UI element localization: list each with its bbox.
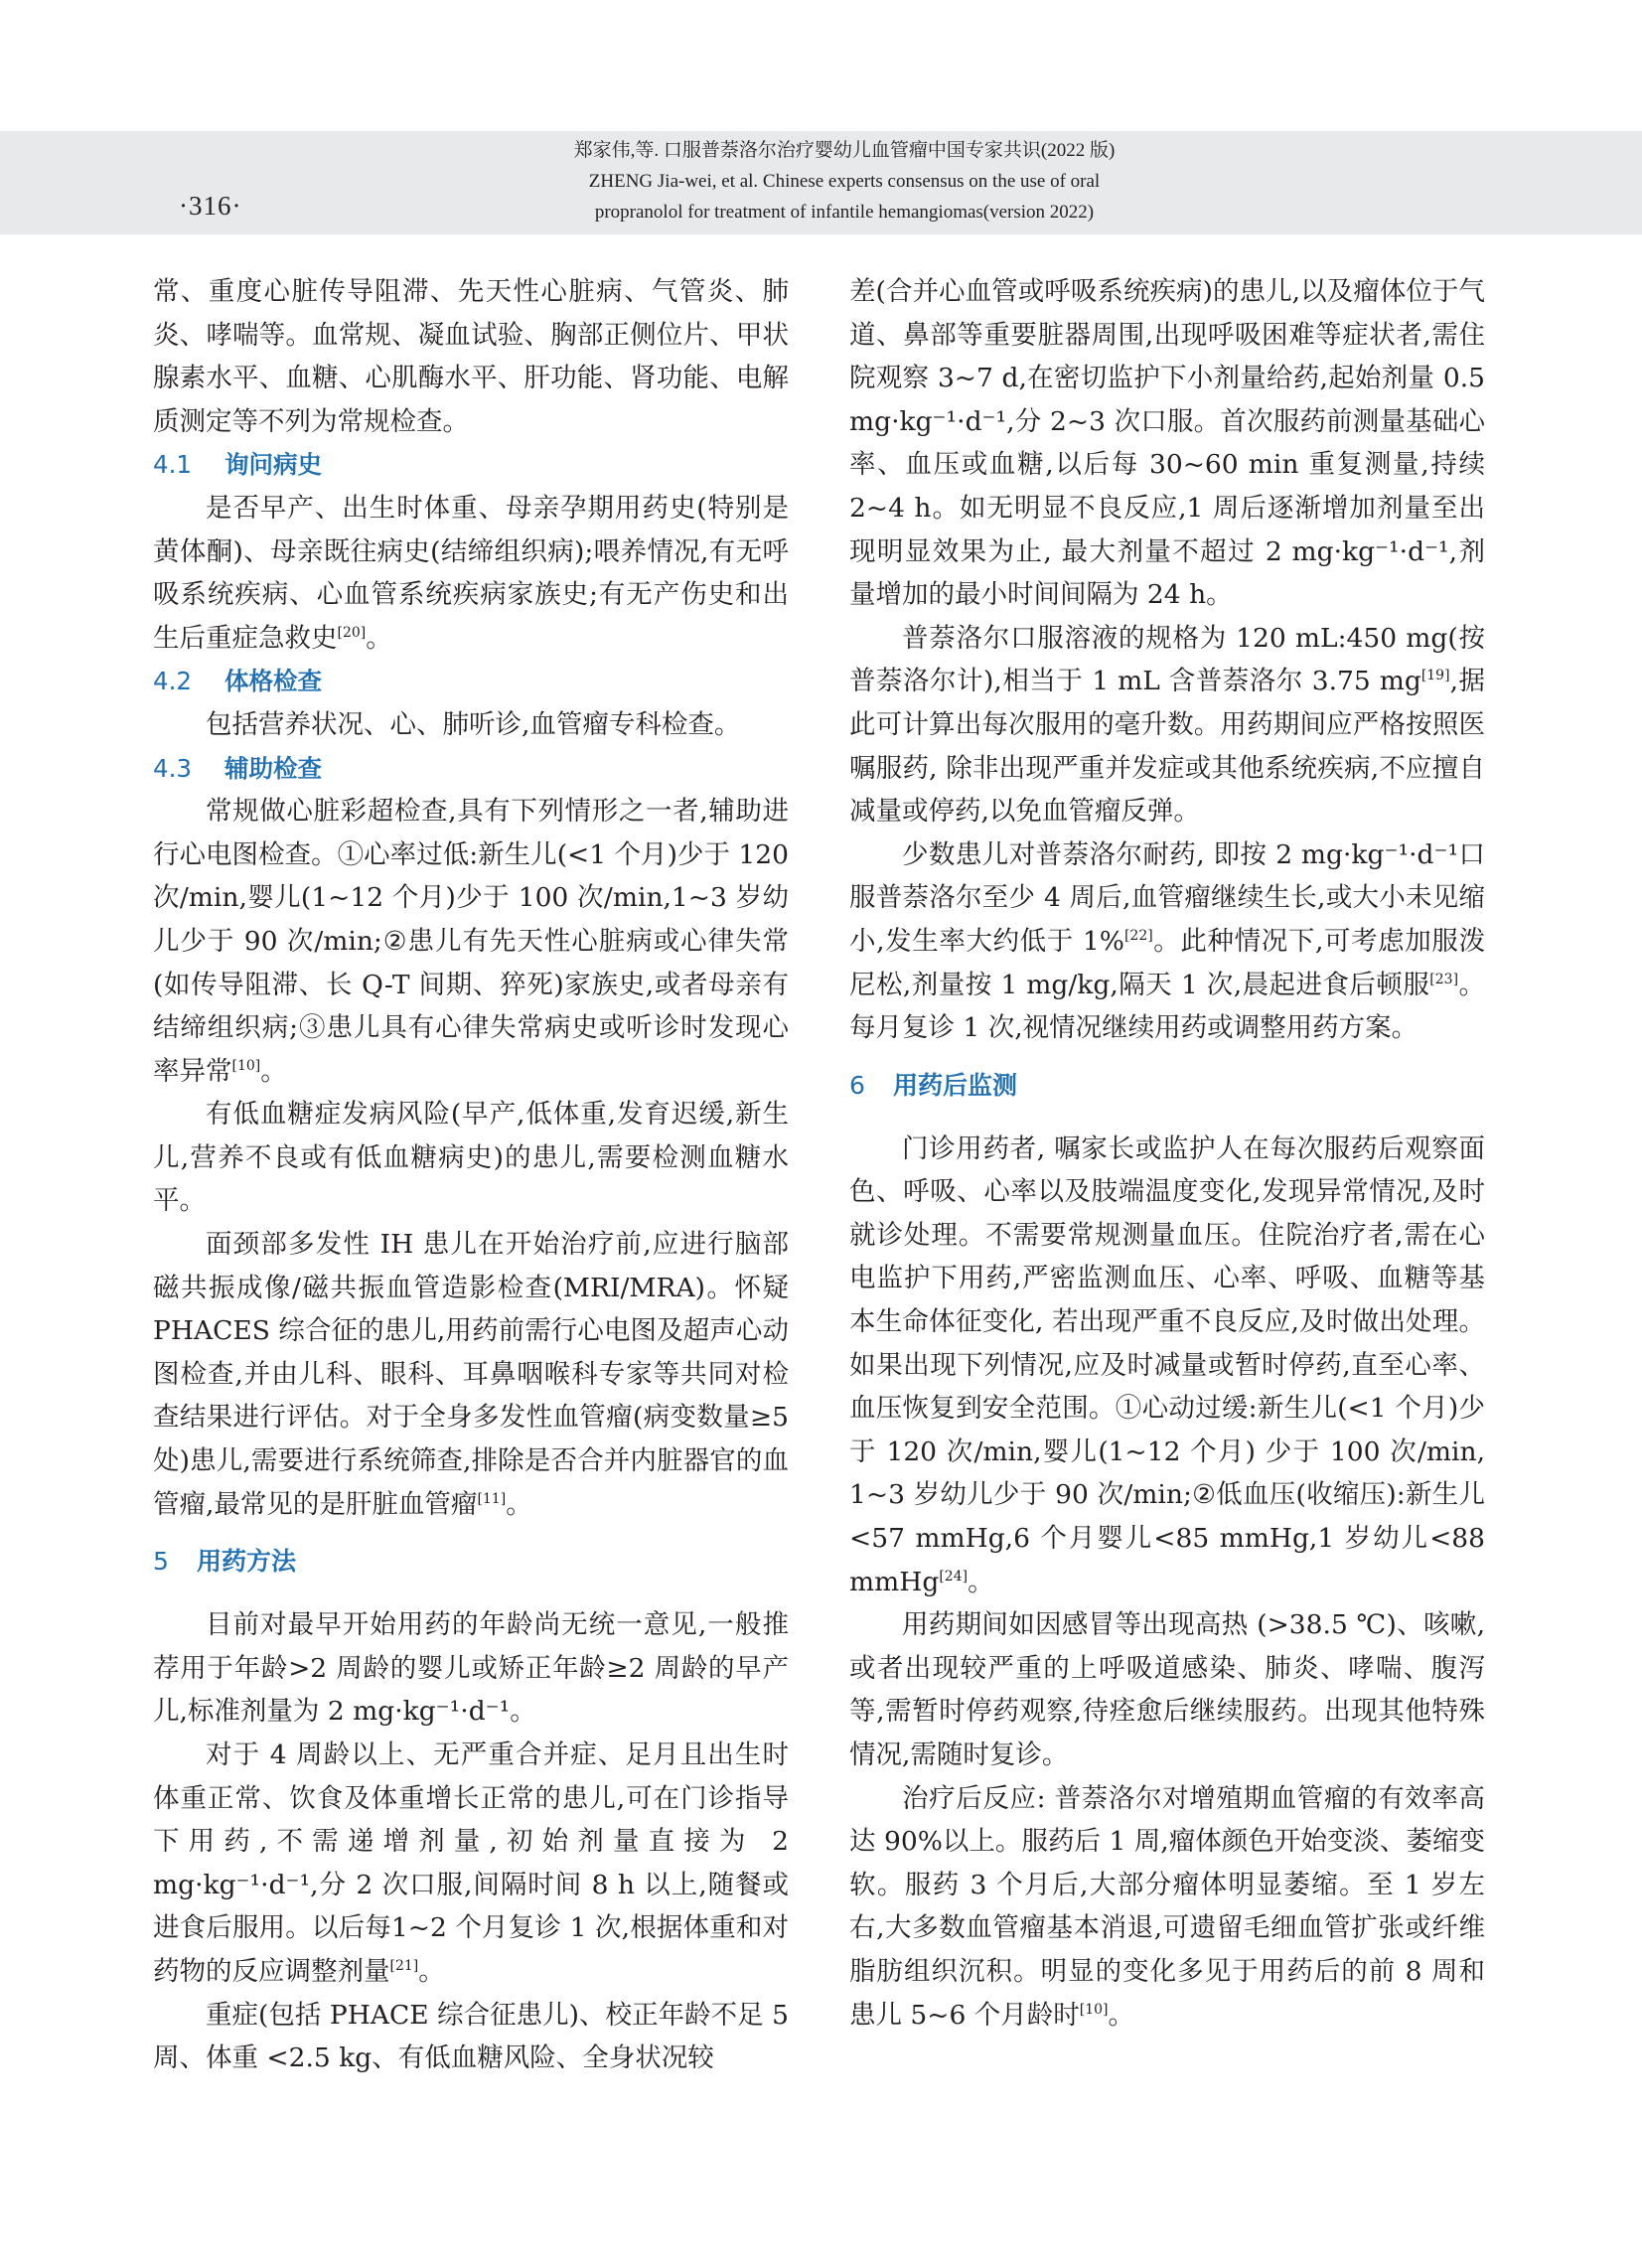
paragraph-dosage-age: 目前对最早开始用药的年龄尚无统一意见,一般推荐用于年龄>2 周龄的婴儿或矫正年龄≥2 周龄的早产儿,标准剂量为 2 mg·kg⁻¹·d⁻¹。 — [153, 1609, 789, 1728]
paragraph-response — [849, 1777, 1485, 2038]
paragraph-end: 。 — [968, 1566, 994, 1597]
paragraph-hypoglycemia: 有低血糖症发病风险(早产,低体重,发育迟缓,新生儿,营养不良或有低血糖病史)的患儿,需要检测血糖水平。 — [153, 1099, 789, 1217]
paragraph-monitoring — [849, 1128, 1485, 1604]
paragraph-intro: 常、重度心脏传导阻滞、先天性心脏病、气管炎、肺炎、哮喘等。血常规、凝血试验、胸部正侧位片、甲状腺素水平、血糖、心肌酶水平、肝功能、肾功能、电解质测定等不列为常规检查。 — [153, 276, 789, 437]
paragraph-outpatient — [153, 1734, 789, 1994]
paragraph-text: 对于 4 周龄以上、无严重合并症、足月且出生时体重正常、饮食及体重增长正常的患儿,可在门诊指导下用药,不需递增剂量,初始剂量直接为 2 mg·kg⁻¹·d⁻¹,分 2 次口服,间隔时间 8 h 以上,随餐或进食后服用。以后每1~2 个月复诊 1 次,根据体重和对药物的反应调整剂量 — [153, 1739, 789, 1987]
citation: [19] — [1420, 668, 1450, 684]
section-heading-4-1 — [153, 443, 789, 487]
paragraph-mri — [153, 1223, 789, 1526]
running-head-en-1: ZHENG Jia-wei, et al. Chinese experts consensus on the use of oral — [588, 171, 1101, 192]
paragraph-solution — [849, 617, 1485, 833]
paragraph-end: ,据此可计算出每次服用的毫升数。用药期间应严格按照医嘱服药, 除非出现严重并发症或其他系统疾病,不应擅自减量或停药,以免血管瘤反弹。 — [849, 666, 1485, 828]
paragraph-end: 。 — [1108, 1999, 1135, 2031]
section-title: 用药方法 — [197, 1547, 297, 1577]
section-title: 辅助检查 — [224, 753, 322, 783]
paragraph-text: 少数患儿对普萘洛尔耐药, 即按 2 mg·kg⁻¹·d⁻¹口服普萘洛尔至少 4 周后,血管瘤继续生长,或大小未见缩小,发生率大约低于 1% — [849, 838, 1485, 957]
running-head — [437, 135, 1252, 227]
citation: [24] — [939, 1568, 969, 1585]
section-title: 用药后监测 — [893, 1070, 1018, 1100]
citation: [10] — [1079, 2001, 1109, 2018]
section-number: 4.3 — [153, 753, 192, 783]
right-column — [849, 270, 1485, 2037]
paragraph-inpatient: 差(合并心血管或呼吸系统疾病)的患儿,以及瘤体位于气道、鼻部等重要脏器周围,出现呼吸困难等症状者,需住院观察 3~7 d,在密切监护下小剂量给药,起始剂量 0.5 mg·kg⁻¹·d⁻¹,分 2~3 次口服。首次服药前测量基础心率、血压或血糖,以后每 30~60 min 重复测量,持续 2~4 h。如无明显不良反应,1 周后逐渐增加剂量至出现明显效果为止, 最大剂量不超过 2 mg·kg⁻¹·d⁻¹,剂量增加的最小时间间隔为 24 h。 — [849, 276, 1485, 611]
running-head-cn: 郑家伟,等. 口服普萘洛尔治疗婴幼儿血管瘤中国专家共识(2022 版) — [573, 140, 1116, 161]
citation: [11] — [477, 1490, 507, 1507]
section-number: 6 — [849, 1070, 865, 1100]
paragraph-text: 常规做心脏彩超检查,具有下列情形之一者,辅助进行心电图检查。①心率过低:新生儿(<1 个月)少于 120 次/min,婴儿(1~12 个月)少于 100 次/min,1~3 岁幼儿少于 90 次/min;②患儿有先天性心脏病或心律失常(如传导阻滞、长 Q-T 间期、猝死)家族史,或者母亲有结缔组织病;③患儿具有心律失常病史或听诊时发现心率异常 — [153, 796, 789, 1087]
citation: [21] — [389, 1958, 419, 1975]
paragraph-fever: 用药期间如因感冒等出现高热 (>38.5 ℃)、咳嗽,或者出现较严重的上呼吸道感染、肺炎、哮喘、腹泻等,需暂时停药观察,待痊愈后继续服药。出现其他特殊情况,需随时复诊。 — [849, 1609, 1485, 1770]
paragraph-severe: 重症(包括 PHACE 综合征患儿)、校正年龄不足 5 周、体重 <2.5 kg、有低血糖风险、全身状况较 — [153, 1999, 789, 2074]
page-number: ·316· — [179, 191, 242, 221]
paragraph-text: 门诊用药者, 嘱家长或监护人在每次服药后观察面色、呼吸、心率以及肢端温度变化,发现异常情况,及时就诊处理。不需要常规测量血压。住院治疗者,需在心电监护下用药,严密监测血压、心率、呼吸、血糖等基本生命体征变化, 若出现严重不良反应,及时做出处理。如果出现下列情况,应及时减量或暂时停药,直至心率、血压恢复到安全范围。①心动过缓:新生儿(<1 个月)少于 120 次/min,婴儿(1~12 个月) 少于 100 次/min, 1~3 岁幼儿少于 90 次/min;②低血压(收缩压):新生儿<57 mmHg,6 个月婴儿<85 mmHg,1 岁幼儿<88 mmHg — [849, 1133, 1485, 1597]
section-heading-4-2 — [153, 660, 789, 703]
citation: [22] — [1123, 928, 1153, 945]
paragraph-end: 。 — [418, 1955, 445, 1987]
paragraph-aux-exam — [153, 790, 789, 1093]
citation: [20] — [337, 624, 367, 641]
paragraph-resistance — [849, 833, 1485, 1050]
paragraph-physical-exam: 包括营养状况、心、肺听诊,血管瘤专科检查。 — [206, 708, 741, 740]
section-title: 体格检查 — [224, 667, 322, 696]
paragraph-text: 。此种情况下,可考虑加服泼尼松,剂量按 1 mg/kg,隔天 1 次,晨起进食后顿服 — [849, 925, 1485, 1000]
section-title: 询问病史 — [224, 450, 322, 480]
paragraph-history — [153, 487, 789, 660]
left-column — [153, 270, 789, 2080]
running-head-en-2: propranolol for treatment of infantile hemangiomas(version 2022) — [594, 202, 1095, 223]
section-heading-6 — [849, 1064, 1485, 1108]
section-number: 4.2 — [153, 667, 192, 696]
paragraph-end: 。 — [366, 622, 392, 654]
paragraph-text: 治疗后反应: 普萘洛尔对增殖期血管瘤的有效率高达 90%以上。服药后 1 周,瘤体颜色开始变淡、萎缩变软。服药 3 个月后,大部分瘤体明显萎缩。至 1 岁左右,大多数血管瘤基本消退,可遗留毛细血管扩张或纤维脂肪组织沉积。明显的变化多见于用药后的前 8 周和患儿 5~6 个月龄时 — [849, 1782, 1485, 2031]
paragraph-text: 是否早产、出生时体重、母亲孕期用药史(特别是黄体酮)、母亲既往病史(结缔组织病);喂养情况,有无呼吸系统疾病、心血管系统疾病家族史;有无产伤史和出生后重症急救史 — [153, 492, 789, 654]
paragraph-text: 普萘洛尔口服溶液的规格为 120 mL:450 mg(按普萘洛尔计),相当于 1 mL 含普萘洛尔 3.75 mg — [849, 622, 1485, 697]
paragraph-end: 。每月复诊 1 次,视情况继续用药或调整用药方案。 — [849, 969, 1486, 1044]
paragraph-text: 面颈部多发性 IH 患儿在开始治疗前,应进行脑部磁共振成像/磁共振血管造影检查(MRI/MRA)。怀疑 PHACES 综合征的患儿,用药前需行心电图及超声心动图检查,并由儿科、眼科、耳鼻咽喉科专家等共同对检查结果进行评估。对于全身多发性血管瘤(病变数量≥5 处)患儿,需要进行系统筛查,排除是否合并内脏器官的血管瘤,最常见的是肝脏血管瘤 — [153, 1229, 789, 1520]
paragraph-end: 。 — [260, 1055, 287, 1087]
citation: [10] — [231, 1057, 261, 1074]
section-heading-5 — [153, 1540, 789, 1584]
section-number: 4.1 — [153, 450, 192, 480]
paragraph-end: 。 — [506, 1488, 532, 1520]
citation: [23] — [1429, 971, 1459, 987]
section-heading-4-3 — [153, 747, 789, 791]
section-number: 5 — [153, 1547, 169, 1577]
